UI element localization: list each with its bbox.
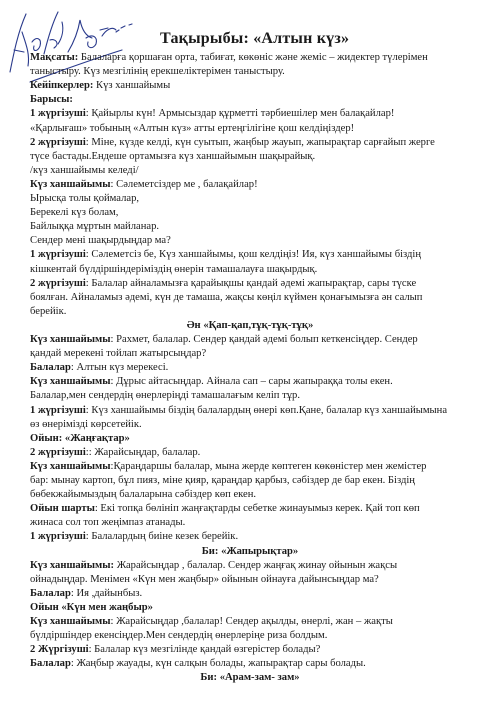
line-text: Жарайсыңдар , балалар. Сендер жаңғақ жинау ойынын жақсы: [114, 559, 398, 571]
speaker-label: Би: «Жапырықтар»: [201, 545, 299, 557]
speaker-label: Күз ханшайымы:: [30, 559, 115, 571]
line-text: Байлыққа мұртын майланар.: [30, 221, 160, 233]
text-line: [30, 123, 482, 135]
speaker-label: Балалар: [30, 658, 71, 670]
speaker-label: 2 жүргізуші: [30, 277, 86, 289]
text-line: [30, 574, 482, 586]
speaker-label: 1 жүргізуші: [30, 108, 86, 120]
text-line: [30, 306, 482, 318]
line-text: : Жарайсыңдар ,балалар! Сендер ақылды, өнерлі, жан – жақты: [110, 616, 393, 627]
text-line: [30, 475, 482, 487]
line-text: : Қайырлы күн! Армысыздар құрметті тәрбиешілер мен балақайлар!: [85, 108, 395, 120]
text-line: [30, 390, 482, 402]
speaker-label: Барысы:: [30, 94, 73, 106]
line-text: : Сәлеметсіздер ме , балақайлар!: [110, 178, 258, 190]
text-line: [30, 531, 482, 543]
text-line: [30, 461, 482, 473]
speaker-label: Би: «Арам-зам- зам»: [200, 672, 300, 684]
page-title: Тақырыбы: «Алтын күз»: [160, 30, 350, 47]
speaker-label: Ойын шарты: [30, 503, 95, 515]
text-line: [30, 602, 482, 614]
text-line: [30, 658, 482, 670]
text-line: [30, 348, 482, 360]
speaker-label: 2 жүргізуші: [30, 446, 86, 458]
line-text: «Қарлығаш» тобының «Алтын күз» атты ертеңгілігіне қош келдіңіздер!: [30, 122, 355, 134]
speaker-label: Күз ханшайымы: [30, 460, 111, 472]
text-line: [30, 433, 482, 445]
speaker-label: Ойын «Күн мен жаңбыр»: [30, 601, 153, 613]
speaker-label: Күз ханшайымы: [30, 334, 111, 345]
line-text: : Күз ханшайымы біздің балалардың өнері көп.Қане, балалар күз ханшайымына: [85, 404, 448, 416]
line-text: : Ия ,дайынбыз.: [70, 587, 143, 599]
speaker-label: Ойын: «Жаңғақтар»: [30, 432, 130, 444]
section-heading: [0, 320, 500, 332]
text-line: [30, 419, 482, 431]
text-line: [30, 193, 482, 205]
line-text: жинаса сол топ жеңімпаз атанады.: [30, 517, 186, 529]
text-line: [30, 334, 482, 346]
speaker-label: 1 жүргізуші: [30, 249, 86, 261]
speaker-label: Күз ханшайымы: [30, 616, 111, 627]
text-line: [30, 137, 482, 149]
text-line: [30, 80, 482, 92]
speaker-label: 2 жүргізуші: [30, 136, 86, 148]
text-line: [30, 503, 482, 515]
line-text: Балаларға қоршаған орта, табиғат, көкөніс және жеміс – жидектер түлерімен: [78, 52, 428, 63]
speaker-label: 1 жүргізуші: [30, 404, 86, 416]
line-text: бар: мынау картоп, бұл пияз, міне қияр, қараңдар қарбыз, сәбіздер де бар екен. Біздің: [30, 475, 415, 486]
line-text: : Сәлеметсіз бе, Күз ханшайымы, қош келдіңіз! Ия, күз ханшайымы біздің: [85, 249, 422, 261]
text-line: [30, 376, 482, 388]
line-text: : Алтын күз мерекесі.: [70, 362, 169, 374]
line-text: кішкентай бүлдіршіндеріміздің өнерін тамашалауға шақырдық.: [30, 263, 318, 275]
text-line: [30, 405, 482, 417]
text-line: [30, 644, 482, 656]
line-text: Күз ханшайымы: [93, 80, 171, 92]
text-line: [30, 560, 482, 572]
speaker-label: Балалар: [30, 362, 71, 374]
text-line: [30, 94, 482, 106]
line-text: /күз ханшайымы келеді/: [30, 164, 139, 176]
line-text: Ырысқа толы қоймалар,: [30, 193, 140, 204]
speaker-label: Күз ханшайымы: [30, 178, 111, 190]
line-text: өз өнеріміздi көрсетейік.: [30, 418, 142, 430]
text-line: [30, 489, 482, 501]
text-line: [30, 447, 482, 459]
text-line: [30, 52, 482, 64]
text-line: [30, 179, 482, 191]
line-text: бүлдіршіндер екенсіңдер.Мен сендердің өнерлеріңе риза болдым.: [30, 630, 328, 642]
line-text: : Екі топқа бөлініп жаңғақтарды себетке жинауымыз керек. Қай топ көп: [94, 503, 420, 515]
text-line: [30, 517, 482, 529]
text-line: [30, 151, 482, 163]
text-line: [30, 221, 482, 233]
line-text: :: Жарайсыңдар, балалар.: [85, 446, 201, 458]
speaker-label: Мақсаты:: [30, 52, 79, 63]
line-text: түсе бастады.Ендеше ортамызға күз ханшайымын шақырайық.: [30, 150, 316, 162]
speaker-label: 2 Жүргізуші: [30, 644, 89, 656]
handwritten-signature: [4, 2, 154, 92]
line-text: таныстыру. Күз мезгілінің ерекшеліктерімен таныстыру.: [30, 66, 285, 78]
speaker-label: Кейіпкерлер:: [30, 80, 94, 92]
line-text: бөбекжайымыздың балаларына сәбіздер көп екен.: [30, 489, 257, 501]
text-line: [30, 616, 482, 628]
speaker-label: Ән «Қап-қап,тұқ-тұқ-тұқ»: [186, 319, 314, 331]
text-line: [30, 264, 482, 276]
line-text: : Балалардың биіне кезек берейік.: [85, 531, 239, 543]
line-text: Берекелі күз болам,: [30, 207, 119, 219]
text-line: [30, 108, 482, 120]
text-line: [30, 292, 482, 304]
line-text: ойнадыңдар. Менімен «Күн мен жаңбыр» ойынын ойнауға дайынсыңдар ма?: [30, 573, 379, 585]
line-text: : Балалар күз мезгілінде қандай өзгерістер болады?: [88, 644, 321, 656]
text-line: [30, 165, 482, 177]
line-text: Балалар,мен сендердің өнерлеріңді тамашалағым келіп тұр.: [30, 390, 300, 402]
line-text: : Рахмет, балалар. Сендер қандай әдемі болып кеткенсіңдер. Сендер: [110, 334, 418, 345]
section-heading: [0, 546, 500, 558]
line-text: берейік.: [30, 305, 67, 317]
text-line: [30, 278, 482, 290]
line-text: : Дұрыс айтасыңдар. Айнала сап – сары жапыраққа толы екен.: [110, 376, 393, 388]
text-line: [30, 588, 482, 600]
speaker-label: Балалар: [30, 587, 71, 599]
line-text: : Міне, күзде келді, күн суытып, жаңбыр жауып, жапырақтар сарғайып жерге: [85, 136, 435, 148]
line-text: : Жаңбыр жауады, күн салқын болады, жапырақтар сары болады.: [70, 658, 366, 670]
text-line: [30, 362, 482, 374]
text-line: [30, 630, 482, 642]
section-heading: [0, 672, 500, 684]
line-text: боялған. Айналамыз әдемі, күн де тамаша, жақсы көңіл күймен қонағымызға ән салып: [30, 291, 423, 303]
line-text: Сендер мені шақырдыңдар ма?: [30, 235, 171, 247]
line-text: қандай мерекені тойлап жатырсыңдар?: [30, 348, 207, 360]
text-line: [30, 235, 482, 247]
text-line: [30, 249, 482, 261]
line-text: :Қараңдаршы балалар, мына жерде көптеген көкөністер мен жемістер: [110, 460, 427, 472]
text-line: [30, 207, 482, 219]
text-line: [30, 66, 482, 78]
line-text: : Балалар айналамызға қарайықшы қандай әдемі жапырақтар, сары түске: [85, 277, 417, 289]
speaker-label: Күз ханшайымы: [30, 376, 111, 388]
speaker-label: 1 жүргізуші: [30, 531, 86, 543]
